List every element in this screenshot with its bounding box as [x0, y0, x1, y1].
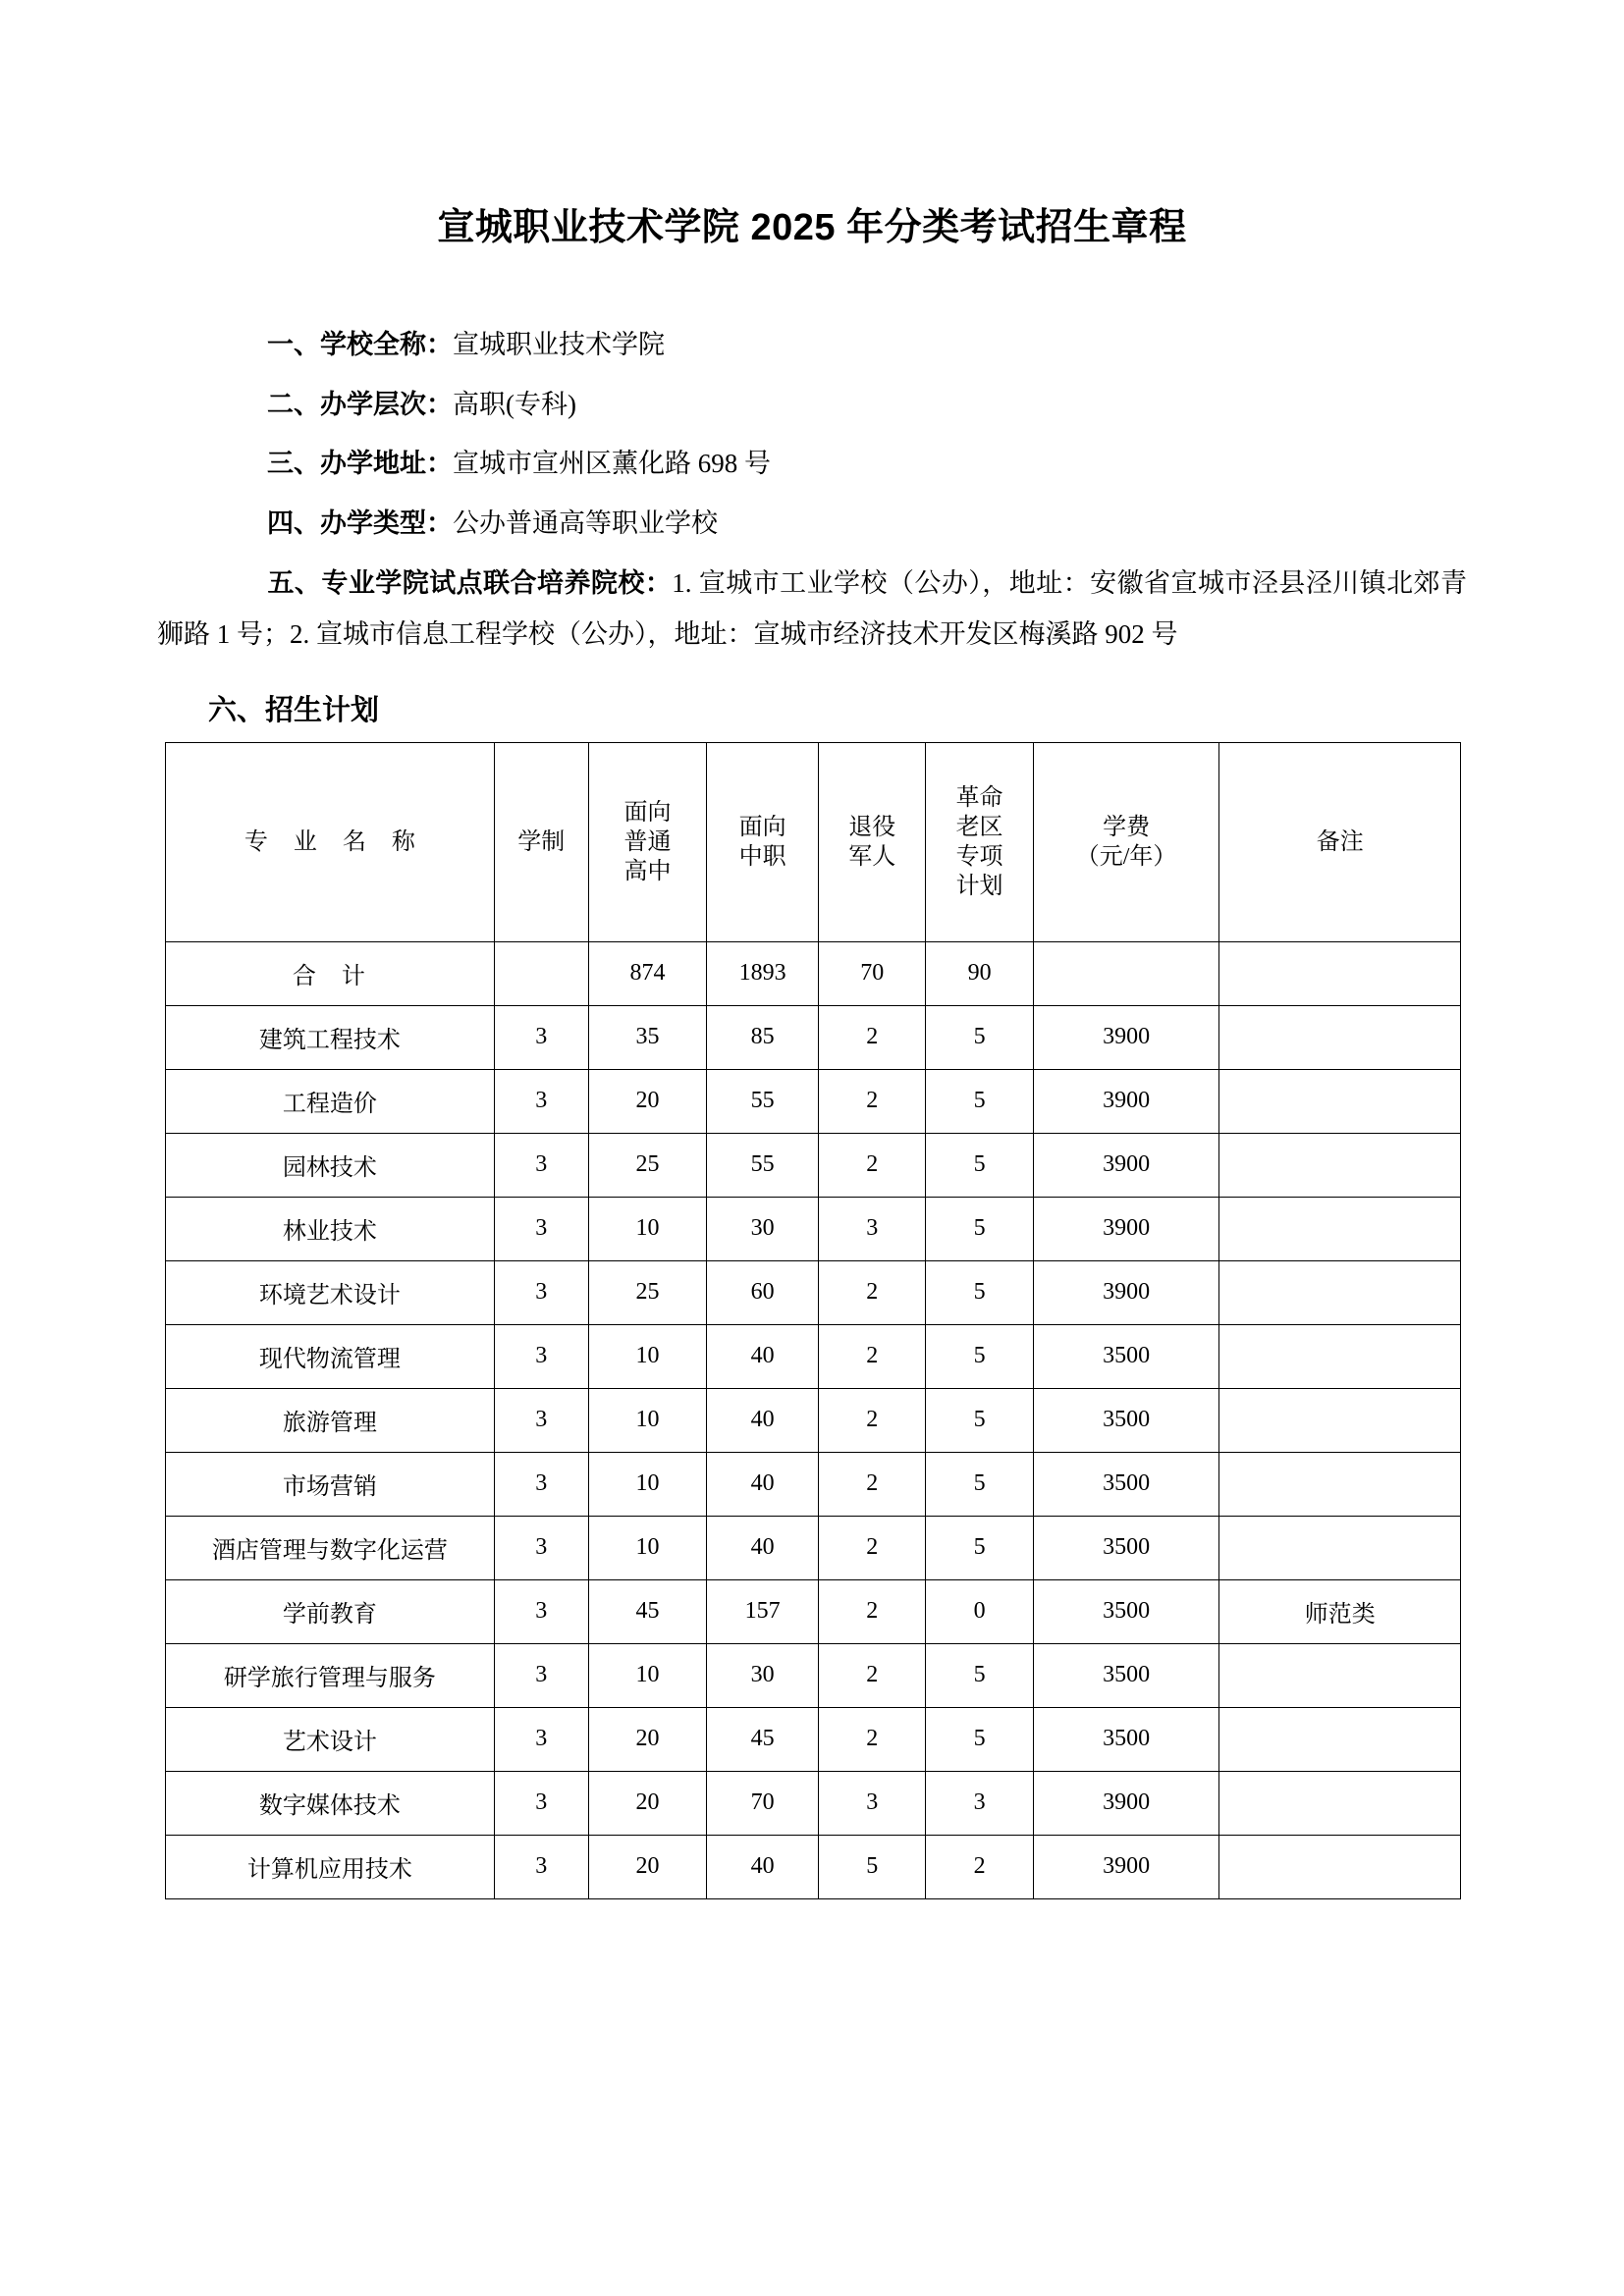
- cell-major: 环境艺术设计: [166, 1260, 495, 1324]
- cell-veteran: 3: [819, 1771, 926, 1835]
- cell-major: 旅游管理: [166, 1388, 495, 1452]
- table-header-row: [166, 742, 1461, 941]
- info-label: 一、学校全称：: [267, 330, 453, 359]
- cell-note: 师范类: [1219, 1579, 1461, 1643]
- cell-years: 3: [494, 1579, 588, 1643]
- column-header-fee: [1033, 742, 1219, 941]
- cell-note: [1219, 1835, 1461, 1898]
- header-line: 专项: [955, 843, 1003, 870]
- cell-vocational: 30: [707, 1643, 819, 1707]
- table-row: [166, 1516, 1461, 1579]
- cell-major: 艺术设计: [166, 1707, 495, 1771]
- cell-years: 3: [494, 1069, 588, 1133]
- cell-note: [1219, 1324, 1461, 1388]
- header-line: 面向: [623, 799, 672, 826]
- cell-general: 10: [588, 1197, 707, 1260]
- header-line: 计划: [955, 873, 1003, 899]
- cell-general: 20: [588, 1835, 707, 1898]
- cell-vocational: 85: [707, 1005, 819, 1069]
- cell-years: 3: [494, 1133, 588, 1197]
- info-label: 四、办学类型：: [267, 507, 453, 538]
- cell-vocational: 30: [707, 1197, 819, 1260]
- cell-major: 计算机应用技术: [166, 1835, 495, 1898]
- cell-general: 45: [588, 1579, 707, 1643]
- cell-revolutionary: 3: [926, 1771, 1033, 1835]
- column-header-vocational: [707, 742, 819, 941]
- header-line: 退役: [848, 814, 896, 840]
- cell-fee: 3500: [1033, 1707, 1219, 1771]
- info-label: 五、专业学院试点联合培养院校：: [267, 567, 673, 598]
- info-line-level: [157, 379, 1467, 431]
- table-row: [166, 1771, 1461, 1835]
- info-value: 宣城职业技术学院: [453, 330, 665, 359]
- cell-general: 20: [588, 1771, 707, 1835]
- cell-years: 3: [494, 1005, 588, 1069]
- cell-note: [1219, 1197, 1461, 1260]
- cell-veteran: 2: [819, 1324, 926, 1388]
- table-row: [166, 1197, 1461, 1260]
- column-header-major-label: 专 业 名 称: [244, 828, 425, 855]
- header-line: 革命: [955, 784, 1003, 811]
- cell-veteran: 5: [819, 1835, 926, 1898]
- cell-general: 10: [588, 1324, 707, 1388]
- cell-veteran: 2: [819, 1579, 926, 1643]
- cell-note: [1219, 1005, 1461, 1069]
- table-row-total: [166, 941, 1461, 1005]
- cell-vocational: 60: [707, 1260, 819, 1324]
- cell-revolutionary: 5: [926, 1069, 1033, 1133]
- cell-revolutionary: 5: [926, 1197, 1033, 1260]
- cell-fee: 3500: [1033, 1324, 1219, 1388]
- cell-major: 林业技术: [166, 1197, 495, 1260]
- cell-veteran: 2: [819, 1133, 926, 1197]
- cell-fee: 3900: [1033, 1197, 1219, 1260]
- header-line: 中职: [738, 843, 786, 870]
- table-row: [166, 1452, 1461, 1516]
- cell-veteran: 2: [819, 1707, 926, 1771]
- cell-general: 25: [588, 1133, 707, 1197]
- cell-note: [1219, 1260, 1461, 1324]
- cell-fee: 3900: [1033, 1133, 1219, 1197]
- cell-note: [1219, 1069, 1461, 1133]
- info-label: 二、办学层次：: [267, 389, 453, 419]
- cell-veteran: 2: [819, 1005, 926, 1069]
- cell-major: 工程造价: [166, 1069, 495, 1133]
- column-header-note-label: 备注: [1316, 828, 1364, 855]
- table-body: [166, 941, 1461, 1898]
- cell-fee: 3900: [1033, 1069, 1219, 1133]
- cell-general: 20: [588, 1069, 707, 1133]
- cell-major: 学前教育: [166, 1579, 495, 1643]
- info-line-address: [157, 438, 1467, 490]
- total-revolutionary: 90: [926, 941, 1033, 1005]
- cell-vocational: 157: [707, 1579, 819, 1643]
- info-value: 高职(专科): [453, 389, 576, 419]
- total-note: [1219, 941, 1461, 1005]
- total-general: 874: [588, 941, 707, 1005]
- table-row: [166, 1260, 1461, 1324]
- cell-note: [1219, 1771, 1461, 1835]
- cell-major: 研学旅行管理与服务: [166, 1643, 495, 1707]
- cell-vocational: 55: [707, 1069, 819, 1133]
- cell-veteran: 2: [819, 1069, 926, 1133]
- cell-vocational: 40: [707, 1324, 819, 1388]
- admission-plan-table: [165, 742, 1461, 1899]
- cell-years: 3: [494, 1771, 588, 1835]
- page-title: 宣城职业技术学院 2025 年分类考试招生章程: [437, 207, 1187, 248]
- cell-vocational: 40: [707, 1516, 819, 1579]
- cell-fee: 3500: [1033, 1579, 1219, 1643]
- table-header: [166, 742, 1461, 941]
- cell-note: [1219, 1516, 1461, 1579]
- cell-fee: 3900: [1033, 1771, 1219, 1835]
- info-line-school-name: [157, 319, 1467, 371]
- table-row: [166, 1707, 1461, 1771]
- header-line: 老区: [955, 814, 1003, 840]
- total-years: [494, 941, 588, 1005]
- cell-revolutionary: 2: [926, 1835, 1033, 1898]
- cell-revolutionary: 5: [926, 1388, 1033, 1452]
- cell-vocational: 40: [707, 1388, 819, 1452]
- cell-vocational: 70: [707, 1771, 819, 1835]
- cell-note: [1219, 1388, 1461, 1452]
- cell-vocational: 40: [707, 1835, 819, 1898]
- total-fee: [1033, 941, 1219, 1005]
- cell-fee: 3900: [1033, 1835, 1219, 1898]
- header-line: 高中: [623, 858, 672, 884]
- column-header-general-highschool: [588, 742, 707, 941]
- info-value: 宣城市宣州区薰化路 698 号: [453, 449, 771, 479]
- cell-veteran: 2: [819, 1452, 926, 1516]
- cell-note: [1219, 1643, 1461, 1707]
- header-line: 学费: [1103, 814, 1151, 840]
- table-row: [166, 1643, 1461, 1707]
- cell-fee: 3500: [1033, 1516, 1219, 1579]
- cell-veteran: 3: [819, 1197, 926, 1260]
- cell-major: 数字媒体技术: [166, 1771, 495, 1835]
- cell-years: 3: [494, 1835, 588, 1898]
- cell-vocational: 45: [707, 1707, 819, 1771]
- cell-major: 园林技术: [166, 1133, 495, 1197]
- column-header-years: [494, 742, 588, 941]
- total-veteran: 70: [819, 941, 926, 1005]
- cell-major: 建筑工程技术: [166, 1005, 495, 1069]
- cell-fee: 3900: [1033, 1005, 1219, 1069]
- info-value: 1. 宣城市工业学校（公办），地址：安徽省宣城市泾县泾川镇北郊青狮路 1 号；2. 宣城市信息工程学校（公办），地址：宣城市经济技术开发区梅溪路 902 号: [157, 567, 1468, 650]
- cell-revolutionary: 5: [926, 1707, 1033, 1771]
- table-row: [166, 1579, 1461, 1643]
- table-row: [166, 1069, 1461, 1133]
- cell-years: 3: [494, 1643, 588, 1707]
- cell-years: 3: [494, 1324, 588, 1388]
- column-header-veteran: [819, 742, 926, 941]
- section-heading-plan: 六、招生计划: [208, 694, 380, 726]
- table-row: [166, 1005, 1461, 1069]
- cell-fee: 3500: [1033, 1643, 1219, 1707]
- cell-major: 酒店管理与数字化运营: [166, 1516, 495, 1579]
- info-value: 公办普通高等职业学校: [453, 507, 718, 538]
- cell-revolutionary: 5: [926, 1643, 1033, 1707]
- cell-general: 10: [588, 1388, 707, 1452]
- cell-years: 3: [494, 1516, 588, 1579]
- cell-veteran: 2: [819, 1260, 926, 1324]
- header-line: 军人: [848, 843, 896, 870]
- column-header-note: [1219, 742, 1461, 941]
- cell-note: [1219, 1133, 1461, 1197]
- cell-fee: 3900: [1033, 1260, 1219, 1324]
- cell-revolutionary: 5: [926, 1260, 1033, 1324]
- cell-revolutionary: 5: [926, 1324, 1033, 1388]
- total-label: 合 计: [166, 941, 495, 1005]
- cell-vocational: 55: [707, 1133, 819, 1197]
- cell-veteran: 2: [819, 1388, 926, 1452]
- table-row: [166, 1388, 1461, 1452]
- cell-general: 10: [588, 1516, 707, 1579]
- cell-general: 20: [588, 1707, 707, 1771]
- info-line-joint-training: [157, 558, 1467, 661]
- cell-fee: 3500: [1033, 1452, 1219, 1516]
- column-header-major: [166, 742, 495, 941]
- cell-years: 3: [494, 1707, 588, 1771]
- info-line-type: [157, 498, 1467, 550]
- cell-major: 市场营销: [166, 1452, 495, 1516]
- column-header-revolutionary-area: [926, 742, 1033, 941]
- cell-years: 3: [494, 1260, 588, 1324]
- header-line: 普通: [623, 828, 672, 855]
- column-header-years-label: 学制: [517, 828, 566, 855]
- cell-vocational: 40: [707, 1452, 819, 1516]
- cell-fee: 3500: [1033, 1388, 1219, 1452]
- cell-veteran: 2: [819, 1516, 926, 1579]
- cell-revolutionary: 5: [926, 1516, 1033, 1579]
- cell-general: 25: [588, 1260, 707, 1324]
- cell-revolutionary: 0: [926, 1579, 1033, 1643]
- cell-general: 10: [588, 1452, 707, 1516]
- cell-general: 35: [588, 1005, 707, 1069]
- header-line: 面向: [738, 814, 786, 840]
- cell-revolutionary: 5: [926, 1133, 1033, 1197]
- cell-general: 10: [588, 1643, 707, 1707]
- cell-years: 3: [494, 1388, 588, 1452]
- cell-veteran: 2: [819, 1643, 926, 1707]
- header-line: （元/年）: [1075, 843, 1177, 870]
- cell-note: [1219, 1707, 1461, 1771]
- cell-revolutionary: 5: [926, 1005, 1033, 1069]
- table-row: [166, 1133, 1461, 1197]
- info-label: 三、办学地址：: [267, 449, 453, 479]
- cell-note: [1219, 1452, 1461, 1516]
- table-row: [166, 1324, 1461, 1388]
- cell-years: 3: [494, 1197, 588, 1260]
- cell-revolutionary: 5: [926, 1452, 1033, 1516]
- table-row: [166, 1835, 1461, 1898]
- cell-years: 3: [494, 1452, 588, 1516]
- total-vocational: 1893: [707, 941, 819, 1005]
- cell-major: 现代物流管理: [166, 1324, 495, 1388]
